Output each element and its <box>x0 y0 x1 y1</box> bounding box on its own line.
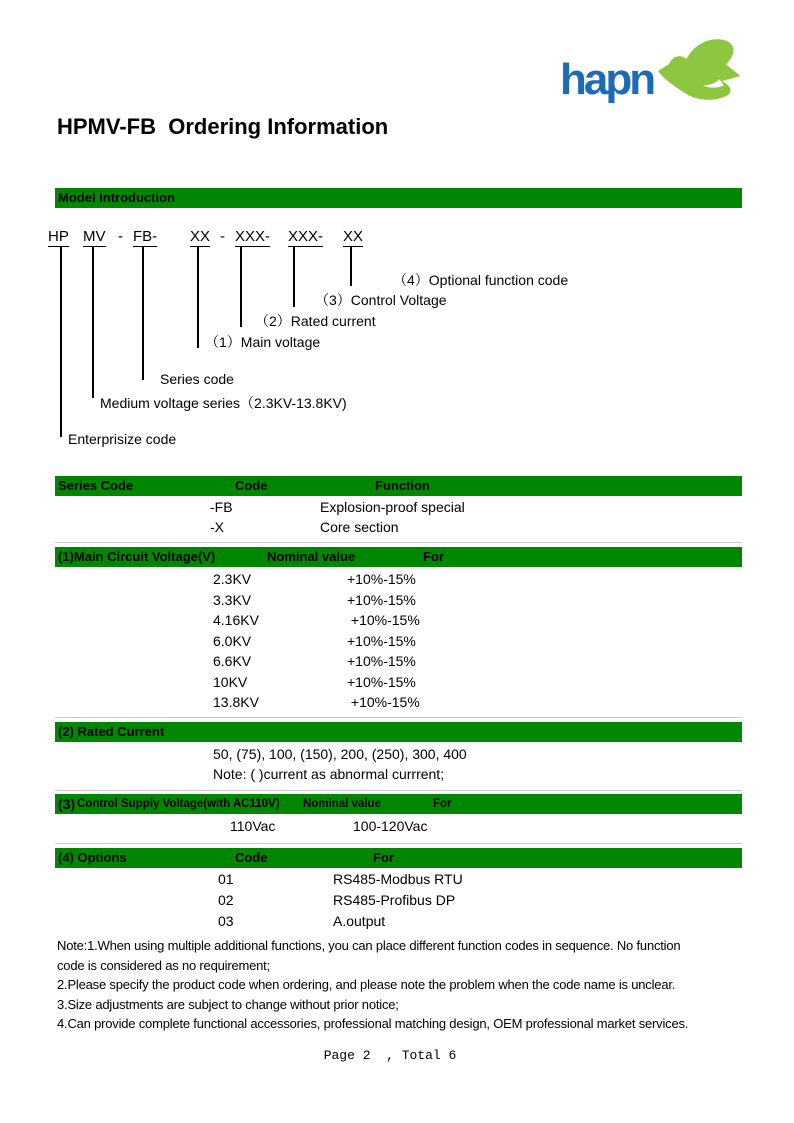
section-title: Model Introduction <box>58 190 175 205</box>
cell-nominal-value: 3.3KV <box>213 592 252 608</box>
table-row <box>0 911 794 931</box>
cell-tolerance: +10%-15% <box>347 694 420 710</box>
section-divider <box>55 717 742 718</box>
cell-option-code: 01 <box>218 871 234 887</box>
callout-main-voltage: （1）Main voltage <box>205 334 321 350</box>
cell-option-function: A.output <box>333 913 386 929</box>
cell-option-function: RS485-Modbus RTU <box>333 871 463 887</box>
note-line: Note:1.When using multiple additional functions, you can place different function codes in sequence. No function <box>57 938 681 953</box>
cell-nominal-value: 110Vac <box>230 818 276 834</box>
cell-nominal-value: 10KV <box>213 674 248 690</box>
table-row <box>0 869 794 889</box>
cell-tolerance: +10%-15% <box>347 674 416 690</box>
code-separator: - <box>118 228 123 245</box>
callout-enterprise-code: Enterprisize code <box>68 431 177 447</box>
table-row <box>0 890 794 910</box>
dove-icon <box>656 38 742 102</box>
section-divider <box>55 542 742 543</box>
callout-rated-current: （2）Rated current <box>255 313 376 329</box>
cell-code: -X <box>210 519 224 535</box>
callout-optional-function-code: （4）Optional function code <box>393 272 569 288</box>
table-row <box>0 744 794 764</box>
table-row <box>0 764 794 784</box>
page-title: HPMV-FB Ordering Information <box>57 114 389 139</box>
cell-nominal-value: 4.16KV <box>213 612 259 628</box>
code-segment: XX <box>343 228 364 245</box>
section-title: Series Code <box>58 478 134 493</box>
callout-series-code: Series code <box>160 371 234 387</box>
note-line: 3.Size adjustments are subject to change without prior notice; <box>57 996 399 1012</box>
code-segment: HP <box>48 228 69 245</box>
code-segment: XXX- <box>235 228 271 245</box>
cell-function: Core section <box>320 519 399 535</box>
section-header-model-introduction <box>55 188 742 208</box>
cell-nominal-value: 6.0KV <box>213 633 252 649</box>
cell-tolerance: +10%-15% <box>347 633 416 649</box>
section-title: Control Supply Voltage(with AC110V) <box>77 798 280 810</box>
cell-code: -FB <box>210 499 233 515</box>
cell-tolerance: +10%-15% <box>347 592 416 608</box>
diagram-line <box>142 247 144 380</box>
code-segment: XX <box>190 228 211 245</box>
note-line: 2.Please specify the product code when ordering, and please note the problem when the code name is unclear. <box>57 977 676 992</box>
table-row <box>0 610 794 630</box>
callout-control-voltage: （3）Control Voltage <box>315 292 447 308</box>
cell-current-note: Note: ( )current as abnormal currrent; <box>213 766 445 782</box>
table-row <box>0 692 794 712</box>
code-segment: XXX- <box>288 228 324 245</box>
section-header-control-supply-voltage <box>55 794 742 814</box>
column-header-for: For <box>423 549 444 564</box>
column-header-nominal-value: Nominal value <box>303 798 381 810</box>
cell-voltage-range: 100-120Vac <box>353 818 428 834</box>
code-separator: - <box>220 228 225 245</box>
page-footer: Page 2 , Total 6 <box>323 1048 457 1063</box>
note-line: code is considered as no requirement; <box>57 957 271 973</box>
cell-current-values: 50, (75), 100, (150), 200, (250), 300, 400 <box>213 746 467 762</box>
column-header-nominal-value: Nominal value <box>267 549 356 564</box>
cell-nominal-value: 6.6KV <box>213 653 252 669</box>
table-row <box>0 631 794 651</box>
column-header-for: For <box>433 798 452 810</box>
column-header-function: Function <box>375 478 430 493</box>
section-header-options <box>55 848 742 868</box>
column-header-for: For <box>373 850 394 865</box>
diagram-line <box>92 247 94 398</box>
table-row <box>0 517 794 537</box>
cell-option-code: 03 <box>218 913 234 929</box>
table-row <box>0 672 794 692</box>
section-header-series-code <box>55 476 742 496</box>
code-segment: FB- <box>133 228 158 245</box>
diagram-line <box>293 247 295 307</box>
table-row <box>0 651 794 671</box>
cell-option-function: RS485-Profibus DP <box>333 892 456 908</box>
notes-block <box>57 936 688 1034</box>
table-row <box>0 816 794 836</box>
code-segment: MV <box>83 228 106 245</box>
cell-tolerance: +10%-15% <box>347 571 416 587</box>
cell-nominal-value: 2.3KV <box>213 571 252 587</box>
diagram-line <box>350 247 352 286</box>
column-header-code: Code <box>235 478 268 493</box>
callout-medium-voltage-series: Medium voltage series（2.3KV-13.8KV) <box>100 395 347 411</box>
section-header-main-circuit-voltage <box>55 547 742 567</box>
cell-tolerance: +10%-15% <box>347 653 416 669</box>
logo-text: hapn <box>560 55 654 104</box>
section-title: (2) Rated Current <box>58 724 165 739</box>
table-row <box>0 497 794 517</box>
section-divider <box>55 790 742 791</box>
cell-nominal-value: 13.8KV <box>213 694 259 710</box>
note-line: 4.Can provide complete functional accessories, professional matching design, OEM professional market services. <box>57 1016 689 1031</box>
cell-tolerance: +10%-15% <box>347 612 420 628</box>
diagram-line <box>197 247 199 348</box>
cell-function: Explosion-proof special <box>320 499 465 515</box>
section-header-rated-current <box>55 722 742 742</box>
section-divider <box>55 843 742 844</box>
table-row <box>0 569 794 589</box>
diagram-line <box>240 247 242 327</box>
table-row <box>0 590 794 610</box>
column-header-code: Code <box>235 850 268 865</box>
cell-option-code: 02 <box>218 892 234 908</box>
section-title: (1)Main Circuit Voltage(V) <box>58 549 216 564</box>
section-title: (4) Options <box>58 850 127 865</box>
diagram-line <box>60 247 62 437</box>
section-title-prefix: (3) <box>58 796 76 812</box>
